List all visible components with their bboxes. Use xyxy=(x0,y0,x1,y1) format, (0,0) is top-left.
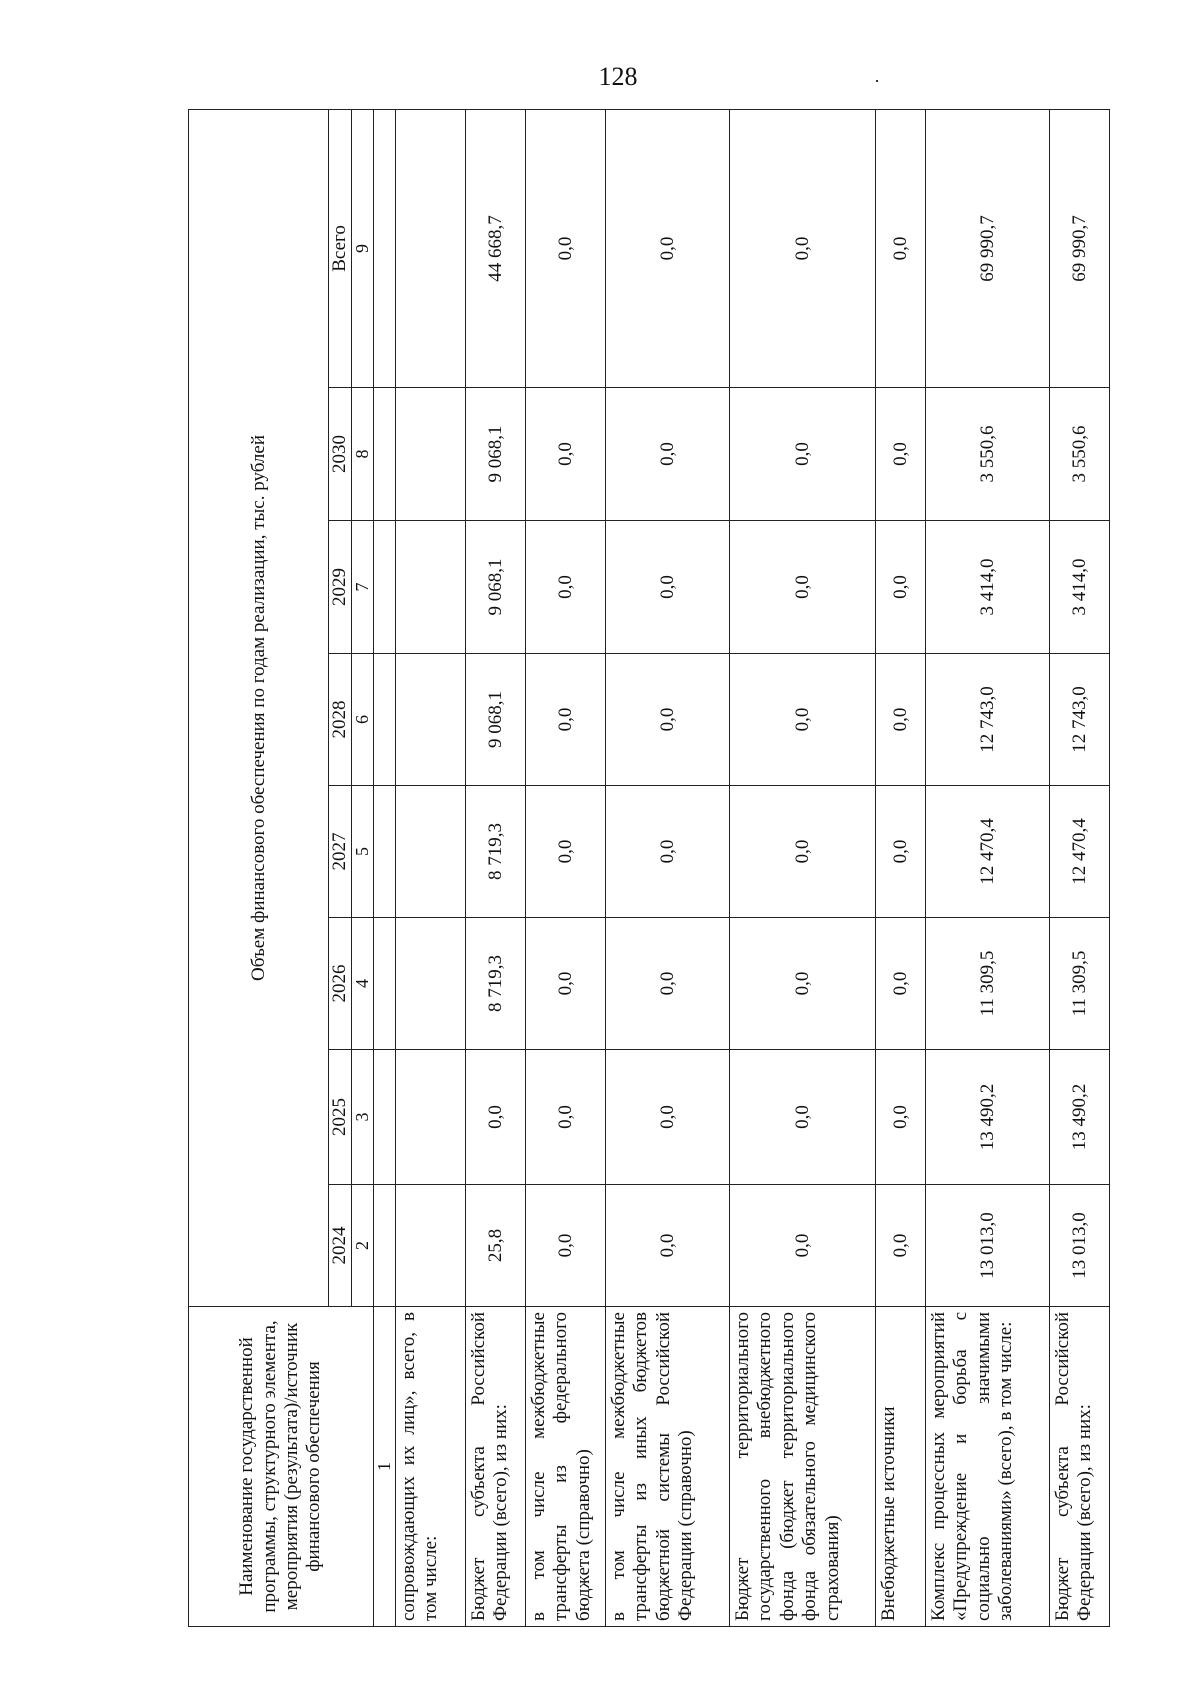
value-cell: 3 550,6 xyxy=(926,388,1050,521)
value-cell: 3 550,6 xyxy=(1050,388,1110,521)
value-cell: 44 668,7 xyxy=(466,109,526,387)
value-cell: 0,0 xyxy=(876,388,926,521)
table-row xyxy=(526,109,606,1626)
table-row xyxy=(926,109,1050,1626)
row-name: сопровождающих их лиц», всего, в том числе: xyxy=(396,1307,466,1627)
column-index: 3 xyxy=(352,1050,374,1185)
value-cell: 0,0 xyxy=(730,109,876,387)
value-cell: 0,0 xyxy=(526,1185,606,1307)
year-header: 2025 xyxy=(329,1050,352,1185)
column-index: 6 xyxy=(352,654,374,786)
value-cell: 0,0 xyxy=(526,1050,606,1185)
scan-speck xyxy=(876,80,878,82)
value-cell: 0,0 xyxy=(730,1050,876,1185)
row-name: Бюджет субъекта Российской Федерации (всего), из них: xyxy=(1050,1307,1110,1627)
value-cell: 13 490,2 xyxy=(1050,1050,1110,1185)
value-cell: 0,0 xyxy=(526,654,606,786)
value-cell: 9 068,1 xyxy=(466,654,526,786)
value-cell: 0,0 xyxy=(606,654,730,786)
row-name: Бюджет субъекта Российской Федерации (всего), из них: xyxy=(466,1307,526,1627)
header-name-column: Наименование государственной программы, структурного элемента, мероприятия (результата)/источник финансового обеспечения xyxy=(189,1307,374,1627)
header-row xyxy=(189,109,329,1626)
value-cell: 0,0 xyxy=(876,654,926,786)
table-row xyxy=(606,109,730,1626)
value-cell: 69 990,7 xyxy=(926,109,1050,387)
value-cell: 0,0 xyxy=(606,1185,730,1307)
value-cell: 0,0 xyxy=(730,918,876,1050)
value-cell: 12 470,4 xyxy=(926,786,1050,918)
value-cell: 0,0 xyxy=(606,388,730,521)
index-row xyxy=(374,109,396,1626)
year-header: 2030 xyxy=(329,388,352,521)
column-index: 1 xyxy=(374,1307,396,1627)
value-cell: 11 309,5 xyxy=(1050,918,1110,1050)
value-cell: 0,0 xyxy=(876,1050,926,1185)
total-header: Всего xyxy=(329,109,352,387)
value-cell: 0,0 xyxy=(526,918,606,1050)
table-row xyxy=(1050,109,1110,1626)
page-number: 128 xyxy=(598,62,638,91)
table-row xyxy=(466,109,526,1626)
row-name: Комплекс процессных мероприятий «Предупреждение и борьба с социально значимыми заболеваниями» (всего), в том числе: xyxy=(926,1307,1050,1627)
value-cell: 0,0 xyxy=(730,388,876,521)
table-row xyxy=(396,109,466,1626)
column-index: 2 xyxy=(352,1185,374,1307)
column-index: 8 xyxy=(352,388,374,521)
value-cell: 0,0 xyxy=(730,786,876,918)
value-cell: 9 068,1 xyxy=(466,388,526,521)
value-cell: 0,0 xyxy=(606,1050,730,1185)
year-header: 2028 xyxy=(329,654,352,786)
value-cell: 0,0 xyxy=(876,786,926,918)
value-cell: 0,0 xyxy=(876,918,926,1050)
rotated-table-container xyxy=(188,110,1096,1627)
table-row xyxy=(730,109,876,1626)
value-cell: 0,0 xyxy=(876,109,926,387)
year-header: 2026 xyxy=(329,918,352,1050)
header-volume-title: Объем финансового обеспечения по годам реализации, тыс. рублей xyxy=(189,109,329,1306)
value-cell: 0,0 xyxy=(606,109,730,387)
value-cell: 25,8 xyxy=(466,1185,526,1307)
value-cell: 0,0 xyxy=(730,654,876,786)
value-cell: 0,0 xyxy=(526,786,606,918)
value-cell: 12 743,0 xyxy=(926,654,1050,786)
year-header: 2024 xyxy=(329,1185,352,1307)
table-row xyxy=(876,109,926,1626)
column-index: 7 xyxy=(352,521,374,654)
year-header: 2029 xyxy=(329,521,352,654)
value-cell: 8 719,3 xyxy=(466,918,526,1050)
value-cell: 9 068,1 xyxy=(466,521,526,654)
year-header: 2027 xyxy=(329,786,352,918)
value-cell: 12 743,0 xyxy=(1050,654,1110,786)
column-index: 9 xyxy=(352,109,374,387)
value-cell: 0,0 xyxy=(526,521,606,654)
value-cell: 0,0 xyxy=(876,1185,926,1307)
value-cell: 0,0 xyxy=(730,1185,876,1307)
row-name: в том числе межбюджетные трансферты из федерального бюджета (справочно) xyxy=(526,1307,606,1627)
value-cell: 0,0 xyxy=(606,786,730,918)
value-cell: 13 013,0 xyxy=(926,1185,1050,1307)
value-cell: 0,0 xyxy=(526,388,606,521)
value-cell: 0,0 xyxy=(606,918,730,1050)
column-index: 5 xyxy=(352,786,374,918)
value-cell: 8 719,3 xyxy=(466,786,526,918)
value-cell: 0,0 xyxy=(876,521,926,654)
value-cell: 3 414,0 xyxy=(926,521,1050,654)
value-cell: 0,0 xyxy=(730,521,876,654)
financing-table xyxy=(188,109,1110,1627)
value-cell: 11 309,5 xyxy=(926,918,1050,1050)
value-cell: 0,0 xyxy=(466,1050,526,1185)
value-cell: 3 414,0 xyxy=(1050,521,1110,654)
column-index: 4 xyxy=(352,918,374,1050)
value-cell: 13 013,0 xyxy=(1050,1185,1110,1307)
value-cell: 12 470,4 xyxy=(1050,786,1110,918)
row-name: в том числе межбюджетные трансферты из иных бюджетов бюджетной системы Российской Федерации (справочно) xyxy=(606,1307,730,1627)
value-cell: 13 490,2 xyxy=(926,1050,1050,1185)
value-cell: 0,0 xyxy=(526,109,606,387)
value-cell: 0,0 xyxy=(606,521,730,654)
row-name: Бюджет территориального государственного внебюджетного фонда (бюджет территориального фонда обязательного медицинского страхования) xyxy=(730,1307,876,1627)
value-cell: 69 990,7 xyxy=(1050,109,1110,387)
row-name: Внебюджетные источники xyxy=(876,1307,926,1627)
